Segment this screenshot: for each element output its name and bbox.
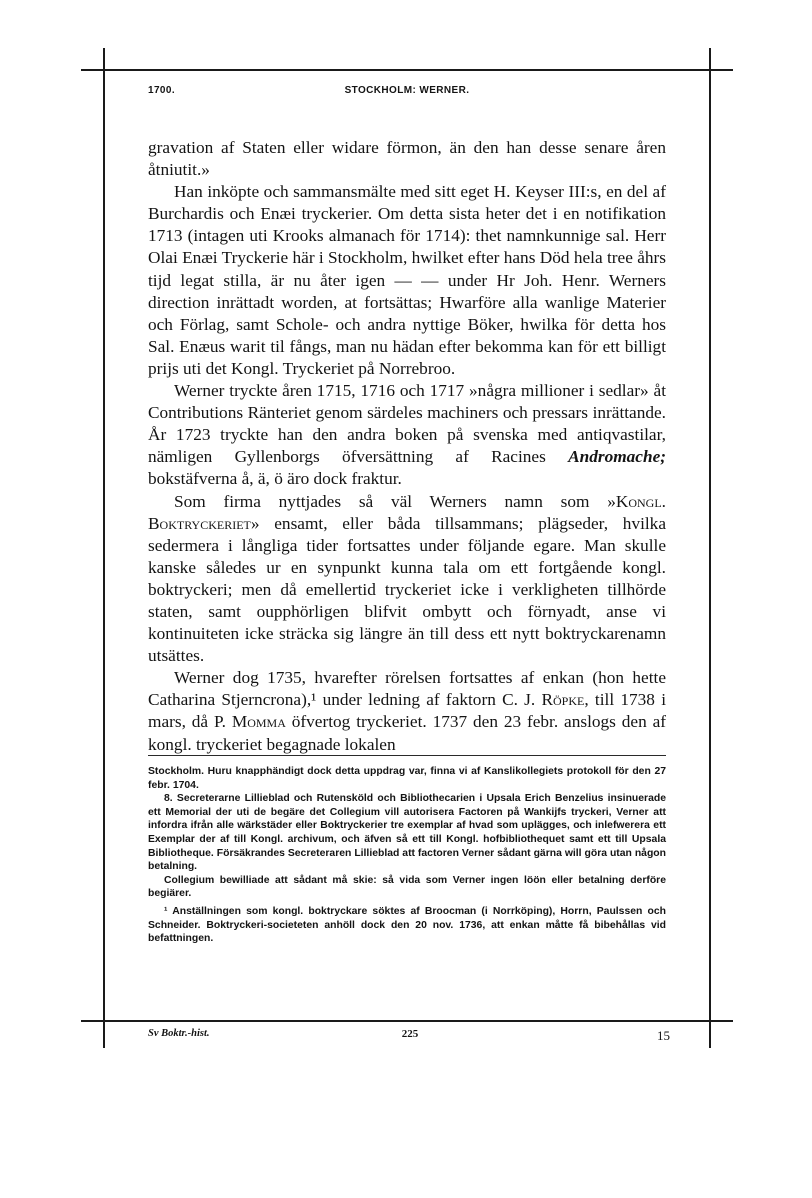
- footnote-collegium: Collegium bewilliade att sådant må skie: så vida som Verner ingen löön eller betalning derföre begiärer.: [148, 874, 666, 900]
- paragraph-3: [148, 380, 666, 490]
- paragraph-5: [148, 667, 666, 755]
- footnotes: [148, 765, 666, 946]
- left-crop-rule: [103, 48, 105, 1048]
- footnote-protocol: 8. Secreterarne Lillieblad och Rutensköld och Bibliothecarien i Upsala Erich Benzelius insinuerade ett Memorial der uti de begäre det Collegium vill autorisera Factoren på Wankijfs tryckeri, Verner att infordra ifrån alle wärkstäder eller Boktryckerier tre exemplar af hvad som uplägges, och inlefwerera ett Exemplar der af till Kongl. archivum, och äfven så ett till Kongl. hofbibliothequet samt ett till Upsala Bibliotheque. Försäkrandes Secreteraren Lillieblad att factoren Verner sådant gärna will göra utan någon betalning.: [148, 793, 666, 873]
- footnote-1: ¹ Anställningen som kongl. boktryckare söktes af Broocman (i Norrköping), Horrn, Paulssen och Schneider. Boktryckeri-societeten anhöll dock den 20 nov. 1736, att enkan måtte få bibehållas vid befattningen.: [148, 905, 666, 945]
- right-crop-rule: [709, 48, 711, 1048]
- small-caps-firm: Kongl. Boktryckeriet: [148, 491, 666, 533]
- small-caps-momma: Momma: [231, 712, 286, 732]
- page-number: 225: [401, 1028, 419, 1040]
- footnote-separator: [148, 755, 666, 756]
- sheet-number: 15: [657, 1028, 670, 1043]
- small-caps-ropke: Röpke: [541, 690, 585, 710]
- main-text: [148, 137, 666, 756]
- paragraph-5-text-b: , till 1738 i mars, då P.: [148, 690, 666, 732]
- paragraph-5-text-c: öfvertog tryckeriet. 1737 den 23 febr. anslogs den af kongl. tryckeriet begagnade lokalen: [148, 712, 667, 754]
- paragraph-4-text-b: » ensamt, eller båda tillsammans; plägseder, hvilka sedermera i långliga tider fortsattes under följande egare. Man skulle kanske således ur en synpunkt kunna tala om ett fortgående kongl. boktryckeri; men då emellertid tryckeriet icke i verkligheten tillhörde staten, samt oupphörligen blifvit ombytt och förnyadt, anse vi kontinuiteten icke sträcka sig längre än till dess ett nytt boktryckarenamn utsättes.: [148, 513, 666, 666]
- paragraph-5-text-a: Werner dog 1735, hvarefter rörelsen fortsattes af enkan (hon hette Catharina Stjerncrona),¹ under ledning af faktorn C. J.: [148, 668, 666, 710]
- paragraph-3-text-b: bokstäfverna å, ä, ö äro dock fraktur.: [148, 469, 402, 489]
- paragraph-2: Han inköpte och sammansmälte med sitt eget H. Keyser III:s, en del af Burchardis och Enæi tryckerier. Om detta sista heter det i en notifikation 1713 (intagen uti Krooks almanach för 1714): thet namnkunnige sal. Herr Olai Enæi Tryckerie här i Stockholm, hwilket efter hans Död hela tree åhrs tijd legat stilla, är nu åter igen — — under Hr Joh. Henr. Werners direction inrättadt worden, at fortsättas; Hwarföre alla wanlige Materier och Förlag, samt Schole- och andra nyttige Böker, hwilka för detta hos Sal. Enæus warit til fångs, man nu hädan efter bekomma kan för ett billigt prijs uti det Kongl. Tryckeriet på Norrebroo.: [148, 182, 666, 378]
- paragraph-4-text-a: Som firma nyttjades så väl Werners namn som »: [174, 491, 616, 511]
- paragraph-4: [148, 491, 666, 668]
- header-year: 1700.: [148, 85, 176, 96]
- paragraph-1: gravation af Staten eller widare förmon, än den han desse senare åren åtniutit.»: [148, 138, 666, 180]
- italic-title: Andromache;: [568, 447, 666, 467]
- header-title: STOCKHOLM: WERNER.: [344, 85, 470, 96]
- signature-mark: Sv Boktr.-hist.: [148, 1028, 210, 1039]
- paragraph-3-text-a: Werner tryckte åren 1715, 1716 och 1717 »några millioner i sedlar» åt Contributions Ränteriet genom särdeles machiners och pressars inrättande. År 1723 tryckte han den andra boken på svenska med antiqvastilar, nämligen Gyllenborgs öfversättning af Racines: [148, 381, 666, 467]
- top-rule: [81, 69, 733, 71]
- footnote-continuation: Stockholm. Huru knapphändigt dock detta uppdrag var, finna vi af Kanslikollegiets protokoll för den 27 febr. 1704.: [148, 766, 666, 791]
- bottom-rule: [81, 1020, 733, 1022]
